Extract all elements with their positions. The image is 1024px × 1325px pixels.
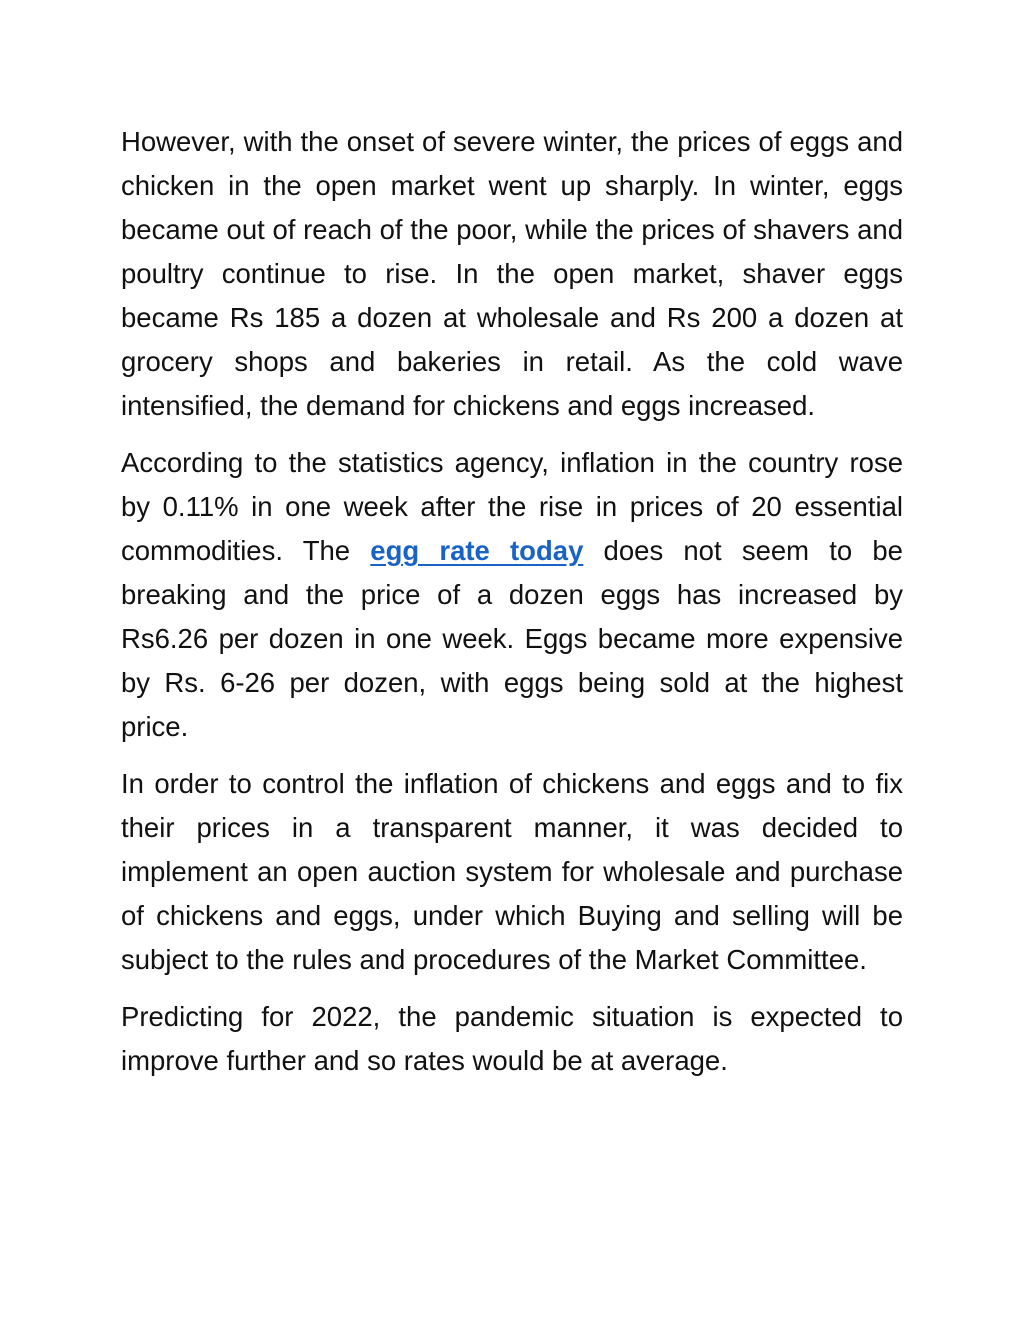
paragraph-inflation	[121, 441, 903, 749]
paragraph-inflation-text-before-link: According to the statistics agency, inflation in the country rose by 0.11% in one week after the rise in prices of 20 essential commodities. The	[121, 447, 903, 566]
egg-rate-today-link[interactable]: egg rate today	[370, 535, 584, 566]
document-page	[121, 120, 903, 1096]
paragraph-prediction-2022: Predicting for 2022, the pandemic situation is expected to improve further and so rates would be at average.	[121, 1001, 903, 1076]
paragraph-auction-system: In order to control the inflation of chickens and eggs and to fix their prices in a transparent manner, it was decided to implement an open auction system for wholesale and purchase of chickens and eggs, under which Buying and selling will be subject to the rules and procedures of the Market Committee.	[121, 768, 903, 975]
paragraph-inflation-text-after-link: does not seem to be breaking and the price of a dozen eggs has increased by Rs6.26 per dozen in one week. Eggs became more expensive by Rs. 6-26 per dozen, with eggs being sold at the highest price.	[121, 535, 903, 742]
paragraph-winter-prices: However, with the onset of severe winter, the prices of eggs and chicken in the open market went up sharply. In winter, eggs became out of reach of the poor, while the prices of shavers and poultry continue to rise. In the open market, shaver eggs became Rs 185 a dozen at wholesale and Rs 200 a dozen at grocery shops and bakeries in retail. As the cold wave intensified, the demand for chickens and eggs increased.	[121, 126, 903, 421]
